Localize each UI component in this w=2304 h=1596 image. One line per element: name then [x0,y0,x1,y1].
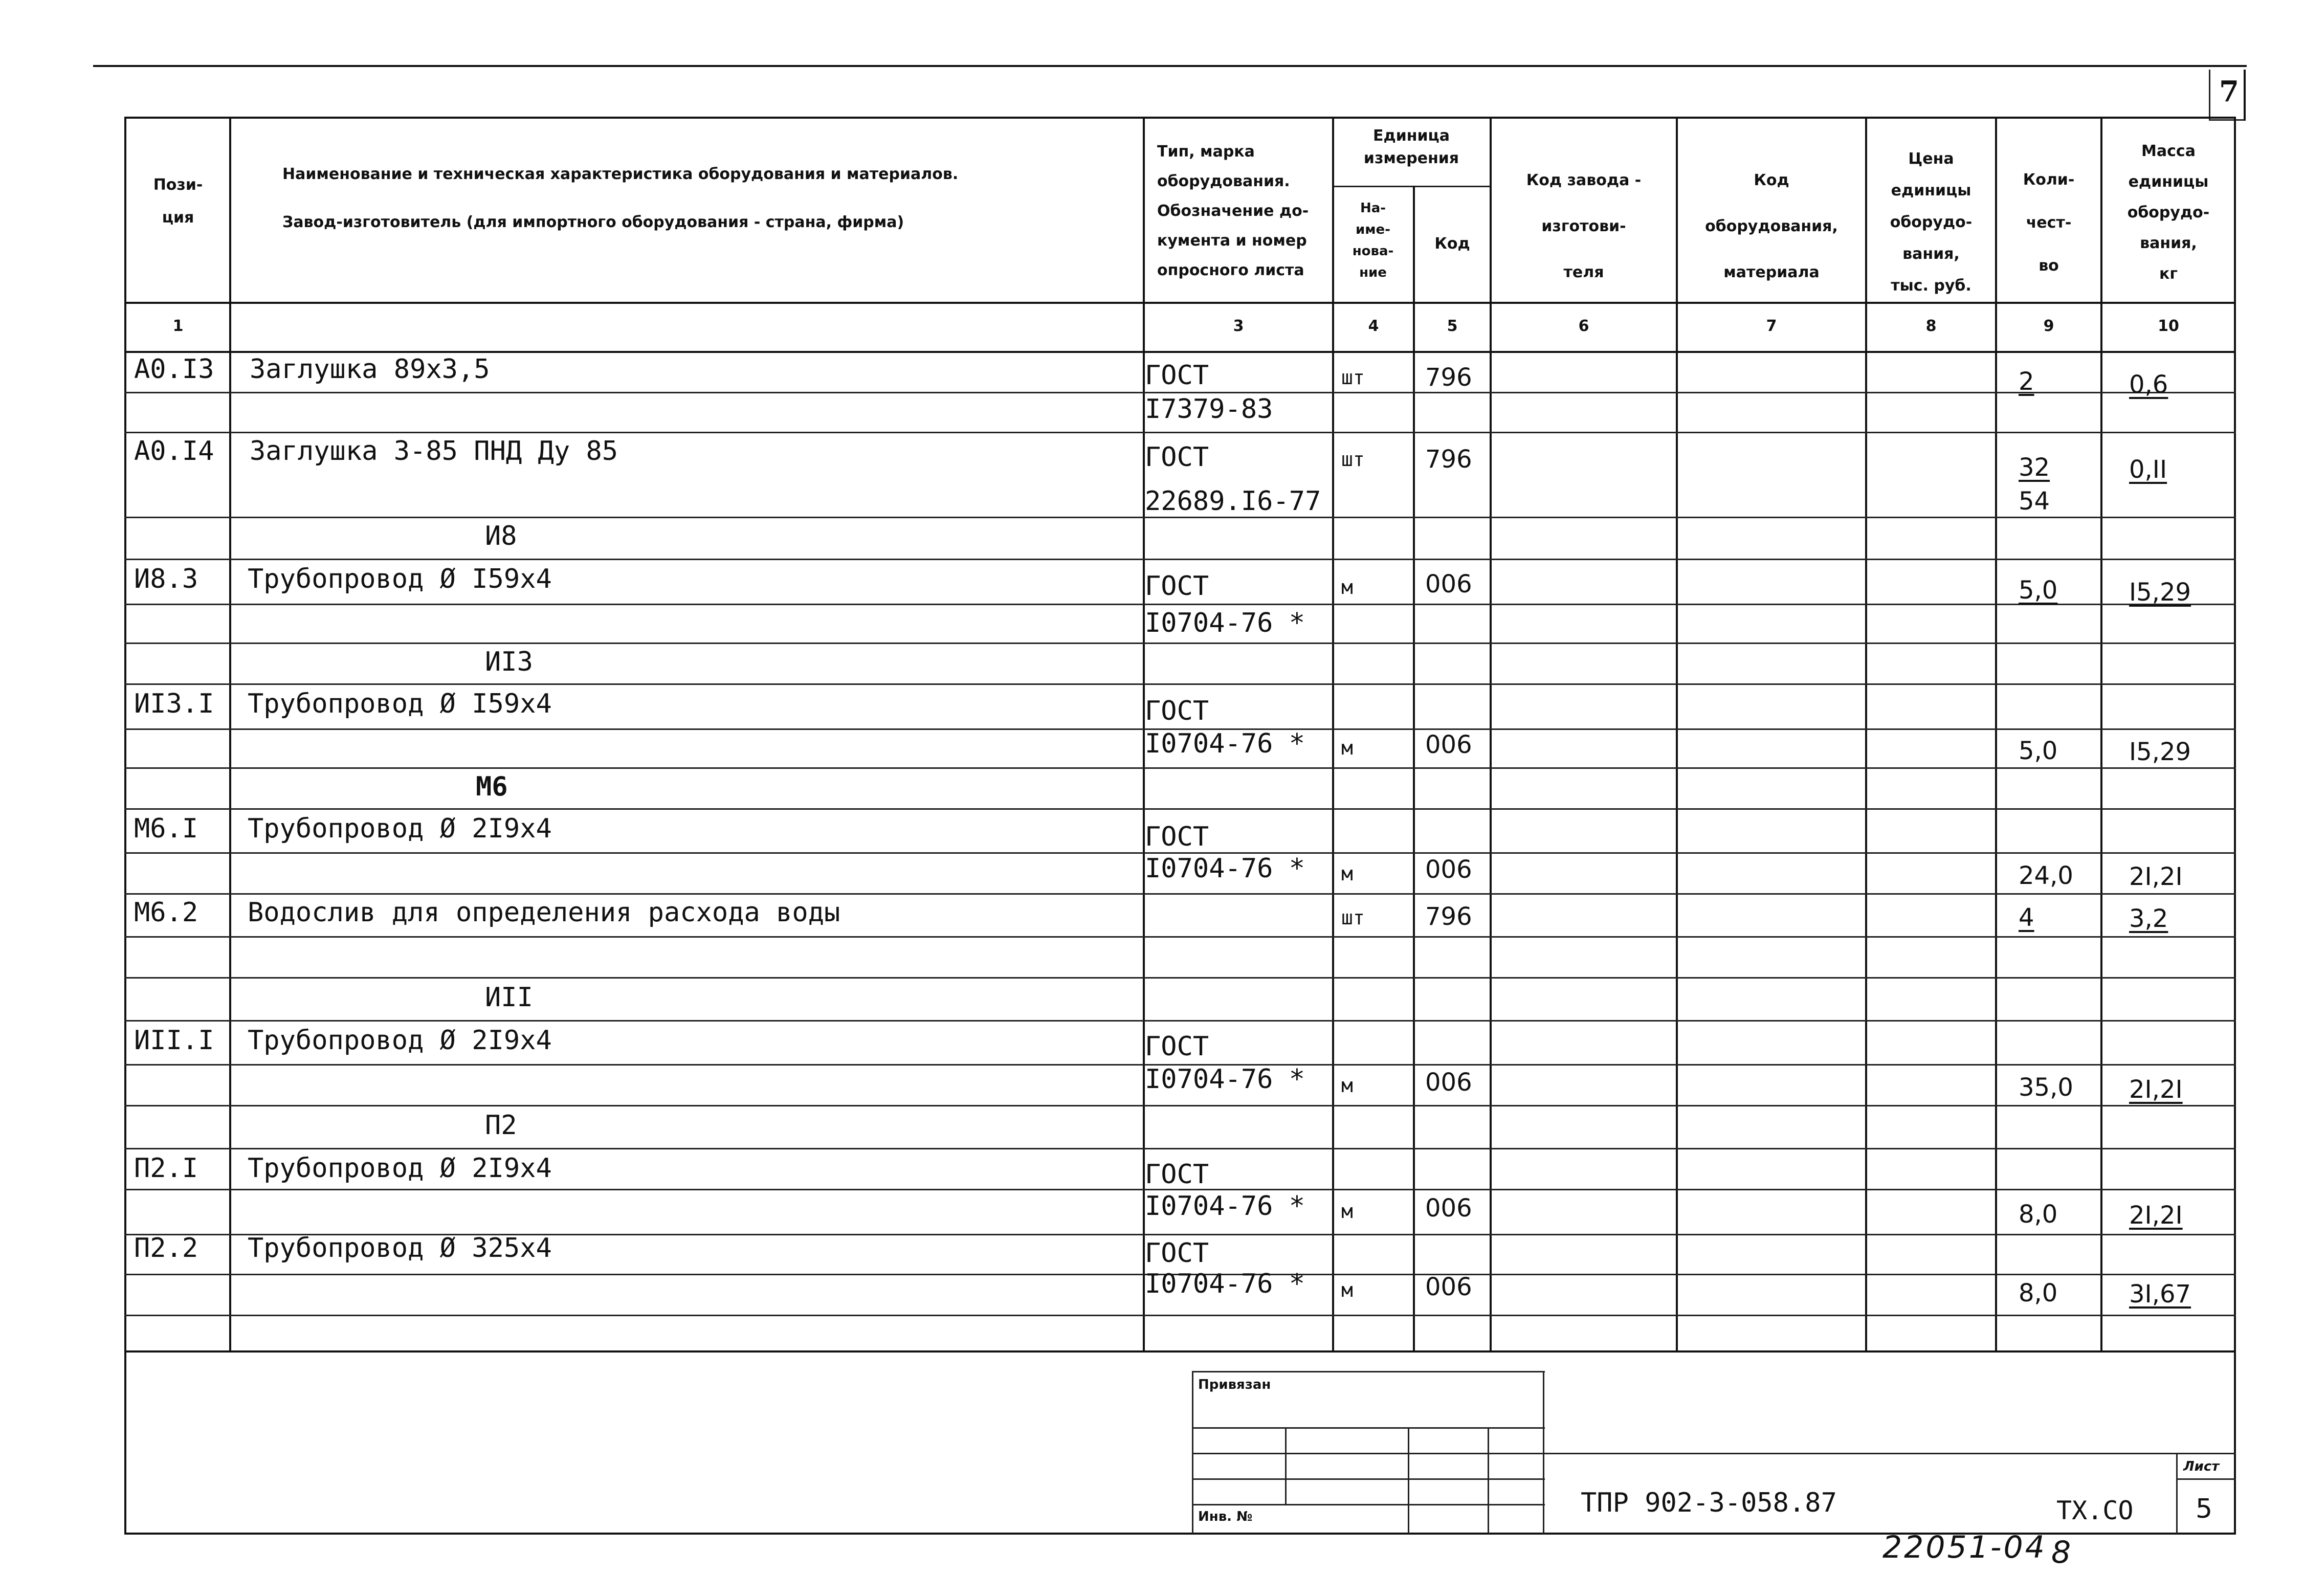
table-row-name: Трубопровод Ø 2I9х4 [248,1153,552,1184]
table-top-border [124,117,2236,119]
table-row-unit-code: 006 [1425,1273,1472,1301]
col-line-4 [1413,186,1415,1353]
stamp-line [1192,1504,1545,1505]
colnum-5: 5 [1447,317,1458,335]
table-row-name: Трубопровод Ø I59х4 [248,689,552,719]
table-row-name: Трубопровод Ø 325х4 [248,1233,552,1264]
row-line [124,1020,2236,1022]
col-line-6 [1676,117,1678,1353]
col-line-8 [1995,117,1997,1353]
bottom-page-number: 8 [2051,1535,2073,1570]
table-row-gost: ГОСТ [1145,822,1209,852]
header-position: Пози- ция [153,176,203,227]
header-bottom-line [124,302,2236,304]
table-row-qty: 32 [2019,453,2050,482]
corner-box-bottom [2209,119,2245,121]
table-row-position: М6.I [134,813,198,844]
top-rule [93,65,2247,67]
colnum-4: 4 [1368,317,1379,335]
header-name-line1: Наименование и техническая характеристика оборудования и материалов. [282,165,959,183]
col-line-3 [1332,117,1334,1353]
header-type-mark: Тип, марка оборудования. Обозначение до- кумента и номер опросного листа [1157,143,1309,279]
colnum-1: 1 [172,317,184,335]
header-equip-code: Код оборудования, материала [1705,171,1838,281]
stamp-bound-label: Привязан [1198,1377,1271,1392]
table-row-gost-number: I0704-76 * [1145,1191,1305,1222]
table-row-gost: ГОСТ [1145,571,1209,602]
table-row-unit: м [1341,576,1353,598]
table-row-unit-code: 796 [1425,363,1472,392]
table-row-gost-number: I0704-76 * [1145,608,1305,638]
table-row-gost: ГОСТ [1145,442,1209,473]
table-row-position: ИII.I [134,1025,214,1056]
row-line [124,392,2236,393]
section-heading: И8 [485,521,517,551]
stamp-main-top [1543,1453,2236,1454]
row-line [124,432,2236,433]
unit-subheader-line [1332,186,1491,187]
colnum-3: 3 [1233,317,1244,335]
table-row-gost: ГОСТ [1145,1238,1209,1269]
table-row-qty: 4 [2019,903,2034,932]
row-line [124,559,2236,560]
table-row-unit: м [1341,1074,1353,1097]
stamp-sheet-label: Лист [2183,1459,2220,1474]
table-row-mass: 0,6 [2129,370,2168,399]
table-row-mass: 3I,67 [2129,1280,2191,1309]
table-row-gost: ГОСТ [1145,1031,1209,1062]
table-row-position: ИI3.I [134,689,214,719]
table-row-name: Заглушка 89х3,5 [250,354,490,385]
table-row-unit: шт [1341,906,1365,929]
col-line-9 [2100,117,2102,1353]
row-line [124,517,2236,518]
table-row-unit-code: 006 [1425,1068,1472,1097]
table-row-position: И8.3 [134,564,198,594]
table-row-mass: I5,29 [2129,578,2191,607]
table-row-unit: м [1341,1279,1353,1301]
row-line [124,808,2236,810]
table-row-gost-number: I0704-76 * [1145,728,1305,759]
section-heading: ИI3 [485,647,533,677]
stamp-line [1192,1371,1545,1372]
table-row-unit-code: 006 [1425,730,1472,759]
table-row-qty-extra: 54 [2019,487,2050,516]
table-row-name: Трубопровод Ø 2I9х4 [248,813,552,844]
table-row-unit: м [1341,862,1353,885]
table-row-position: А0.I3 [134,354,214,385]
table-row-qty: 24,0 [2019,861,2073,890]
table-row-unit: м [1341,1200,1353,1223]
bottom-archive-number: 22051-04 [1882,1529,2047,1565]
stamp-line [1192,1453,1545,1454]
colnum-10: 10 [2158,317,2179,335]
table-row-mass: 2I,2I [2129,862,2183,891]
stamp-sheet-code: ТХ.СО [2056,1496,2134,1525]
table-row-gost-number: I7379-83 [1145,394,1273,425]
stamp-sheet-number: 5 [2196,1494,2213,1524]
table-row-qty: 8,0 [2019,1200,2058,1229]
table-row-unit-code: 006 [1425,855,1472,884]
table-row-qty: 35,0 [2019,1073,2073,1102]
stamp-line [1408,1427,1409,1534]
row-line [124,977,2236,979]
row-line [124,767,2236,769]
corner-box-left [2209,70,2210,121]
table-row-unit: шт [1341,366,1365,389]
table-row-qty: 2 [2019,367,2034,396]
corner-box-right [2244,70,2246,121]
table-row-gost-number: I0704-76 * [1145,1269,1305,1299]
table-row-gost-number: I0704-76 * [1145,853,1305,884]
row-line [124,1105,2236,1106]
table-row-position: П2.2 [134,1233,198,1264]
colnum-8: 8 [1925,317,1937,335]
table-row-gost: ГОСТ [1145,696,1209,726]
stamp-sheet-label-line [2176,1478,2236,1480]
header-plant-code: Код завода - изготови- теля [1526,171,1642,281]
stamp-line [1488,1427,1489,1534]
table-row-qty: 5,0 [2019,737,2058,765]
table-row-gost-number: I0704-76 * [1145,1064,1305,1095]
table-row-position: А0.I4 [134,436,214,467]
table-row-name: Водослив для определения расхода воды [248,897,840,928]
row-line [124,1315,2236,1316]
table-row-mass: 2I,2I [2129,1075,2183,1104]
stamp-line [1285,1427,1287,1504]
table-row-name: Трубопровод Ø I59х4 [248,564,552,594]
table-row-name: Заглушка 3-85 ПНД Ду 85 [250,436,618,467]
header-name-line2: Завод-изготовитель (для импортного оборудования - страна, фирма) [282,213,904,231]
table-row-qty: 8,0 [2019,1279,2058,1307]
table-row-mass: 2I,2I [2129,1201,2183,1230]
table-row-position: М6.2 [134,897,198,928]
table-row-unit-code: 796 [1425,902,1472,931]
col-line-7 [1865,117,1867,1353]
table-row-unit-code: 006 [1425,570,1472,598]
table-row-gost: ГОСТ [1145,360,1209,391]
table-left-border [124,117,126,1535]
row-line [124,936,2236,938]
header-unit-code: Код [1434,235,1470,253]
table-row-unit: шт [1341,448,1365,471]
header-unit: Единица измерения [1363,127,1459,167]
row-line [124,604,2236,605]
col-line-5 [1490,117,1492,1353]
table-row-mass: 0,II [2129,455,2167,484]
section-heading: ИII [485,982,533,1013]
col-line-1 [229,117,231,1353]
colnum-bottom-line [124,351,2236,353]
section-heading: П2 [485,1110,517,1141]
table-row-unit-code: 796 [1425,445,1472,474]
header-mass: Масса единицы оборудо- вания, кг [2127,142,2210,283]
section-heading: М6 [476,771,508,802]
stamp-doc-code: ТПР 902-3-058.87 [1581,1488,1837,1518]
stamp-inv-label: Инв. № [1198,1509,1253,1524]
colnum-6: 6 [1578,317,1589,335]
row-line [124,1148,2236,1149]
row-line [124,642,2236,644]
table-row-name: Трубопровод Ø 2I9х4 [248,1025,552,1056]
stamp-line [1543,1371,1544,1534]
table-row-mass: I5,29 [2129,738,2191,766]
header-qty: Коли- чест- во [2023,171,2075,275]
table-body-bottom [124,1350,2236,1353]
colnum-9: 9 [2043,317,2054,335]
corner-page-number: 7 [2219,75,2239,108]
stamp-line [1192,1427,1545,1429]
row-line [124,893,2236,895]
table-row-gost: ГОСТ [1145,1159,1209,1190]
stamp-line [1192,1478,1545,1480]
row-line [124,683,2236,685]
table-row-unit: м [1341,737,1353,759]
stamp-line [1192,1371,1193,1534]
table-row-position: П2.I [134,1153,198,1184]
table-row-unit-code: 006 [1425,1194,1472,1223]
stamp-sheet-divider [2176,1453,2178,1534]
table-row-qty: 5,0 [2019,576,2058,605]
header-unit-name: На- име- нова- ние [1352,201,1394,280]
colnum-7: 7 [1766,317,1777,335]
header-price: Цена единицы оборудо- вания, тыс. руб. [1890,150,1973,295]
table-row-mass: 3,2 [2129,904,2168,933]
table-row-gost-number: 22689.I6-77 [1145,486,1321,517]
